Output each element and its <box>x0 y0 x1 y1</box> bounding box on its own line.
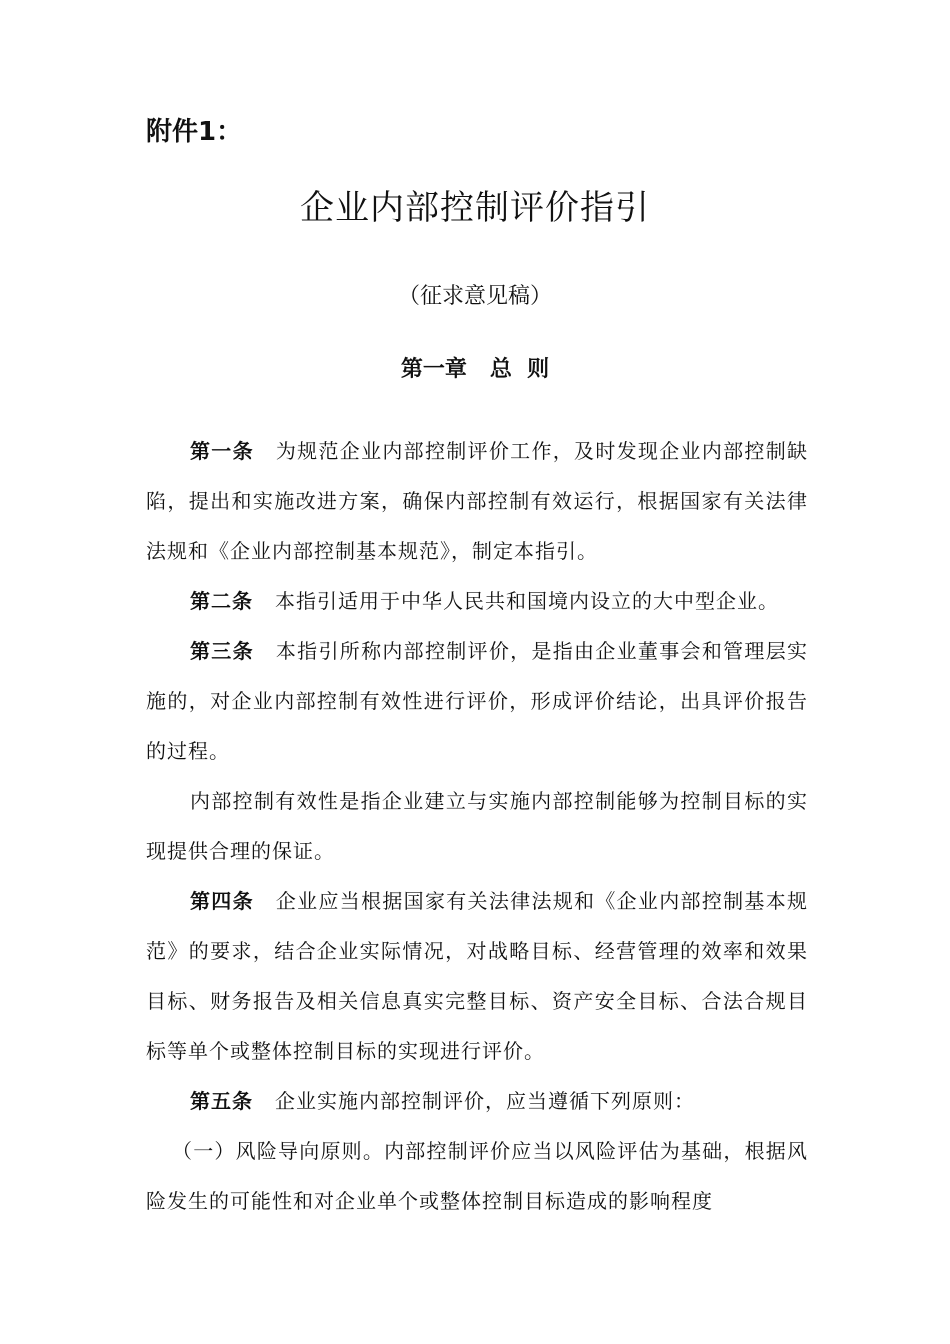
paragraph-text: 内部控制有效性是指企业建立与实施内部控制能够为控制目标的实现提供合理的保证。 <box>146 789 808 863</box>
article-label: 第三条 <box>190 639 254 663</box>
paragraph-text: 本指引适用于中华人民共和国境内设立的大中型企业。 <box>275 589 779 613</box>
paragraph-text: 企业实施内部控制评价，应当遵循下列原则： <box>275 1089 695 1113</box>
article-label: 第四条 <box>190 889 254 913</box>
article-label: 第一条 <box>190 439 254 463</box>
document-subtitle: （征求意见稿） <box>397 284 552 309</box>
paragraph-effectiveness-definition <box>146 776 808 876</box>
paragraph-article-3 <box>146 626 808 776</box>
paragraph-text: 本指引所称内部控制评价，是指由企业董事会和管理层实施的，对企业内部控制有效性进行评价，形成评价结论，出具评价报告的过程。 <box>146 639 809 763</box>
paragraph-text: 企业应当根据国家有关法律法规和《企业内部控制基本规范》的要求，结合企业实际情况，对战略目标、经营管理的效率和效果目标、财务报告及相关信息真实完整目标、资产安全目标、合法合规目标等单个或整体控制目标的实现进行评价。 <box>146 889 809 1063</box>
paragraph-article-5 <box>146 1076 808 1126</box>
article-label: 第五条 <box>190 1089 253 1113</box>
paragraph-text: 为规范企业内部控制评价工作，及时发现企业内部控制缺陷，提出和实施改进方案，确保内部控制有效运行，根据国家有关法律法规和《企业内部控制基本规范》，制定本指引。 <box>146 439 809 563</box>
document-body <box>146 426 808 1226</box>
paragraph-article-4 <box>146 876 808 1076</box>
article-label: 第二条 <box>190 589 253 613</box>
chapter-heading: 第一章 总 则 <box>400 357 550 382</box>
paragraph-text: （一）风险导向原则。内部控制评价应当以风险评估为基础，根据风险发生的可能性和对企业单个或整体控制目标造成的影响程度 <box>146 1139 808 1213</box>
attachment-label: 附件1： <box>146 117 243 147</box>
document-title: 企业内部控制评价指引 <box>300 188 650 228</box>
paragraph-principle-1 <box>146 1126 808 1226</box>
paragraph-article-1 <box>146 426 808 576</box>
paragraph-article-2 <box>146 576 808 626</box>
